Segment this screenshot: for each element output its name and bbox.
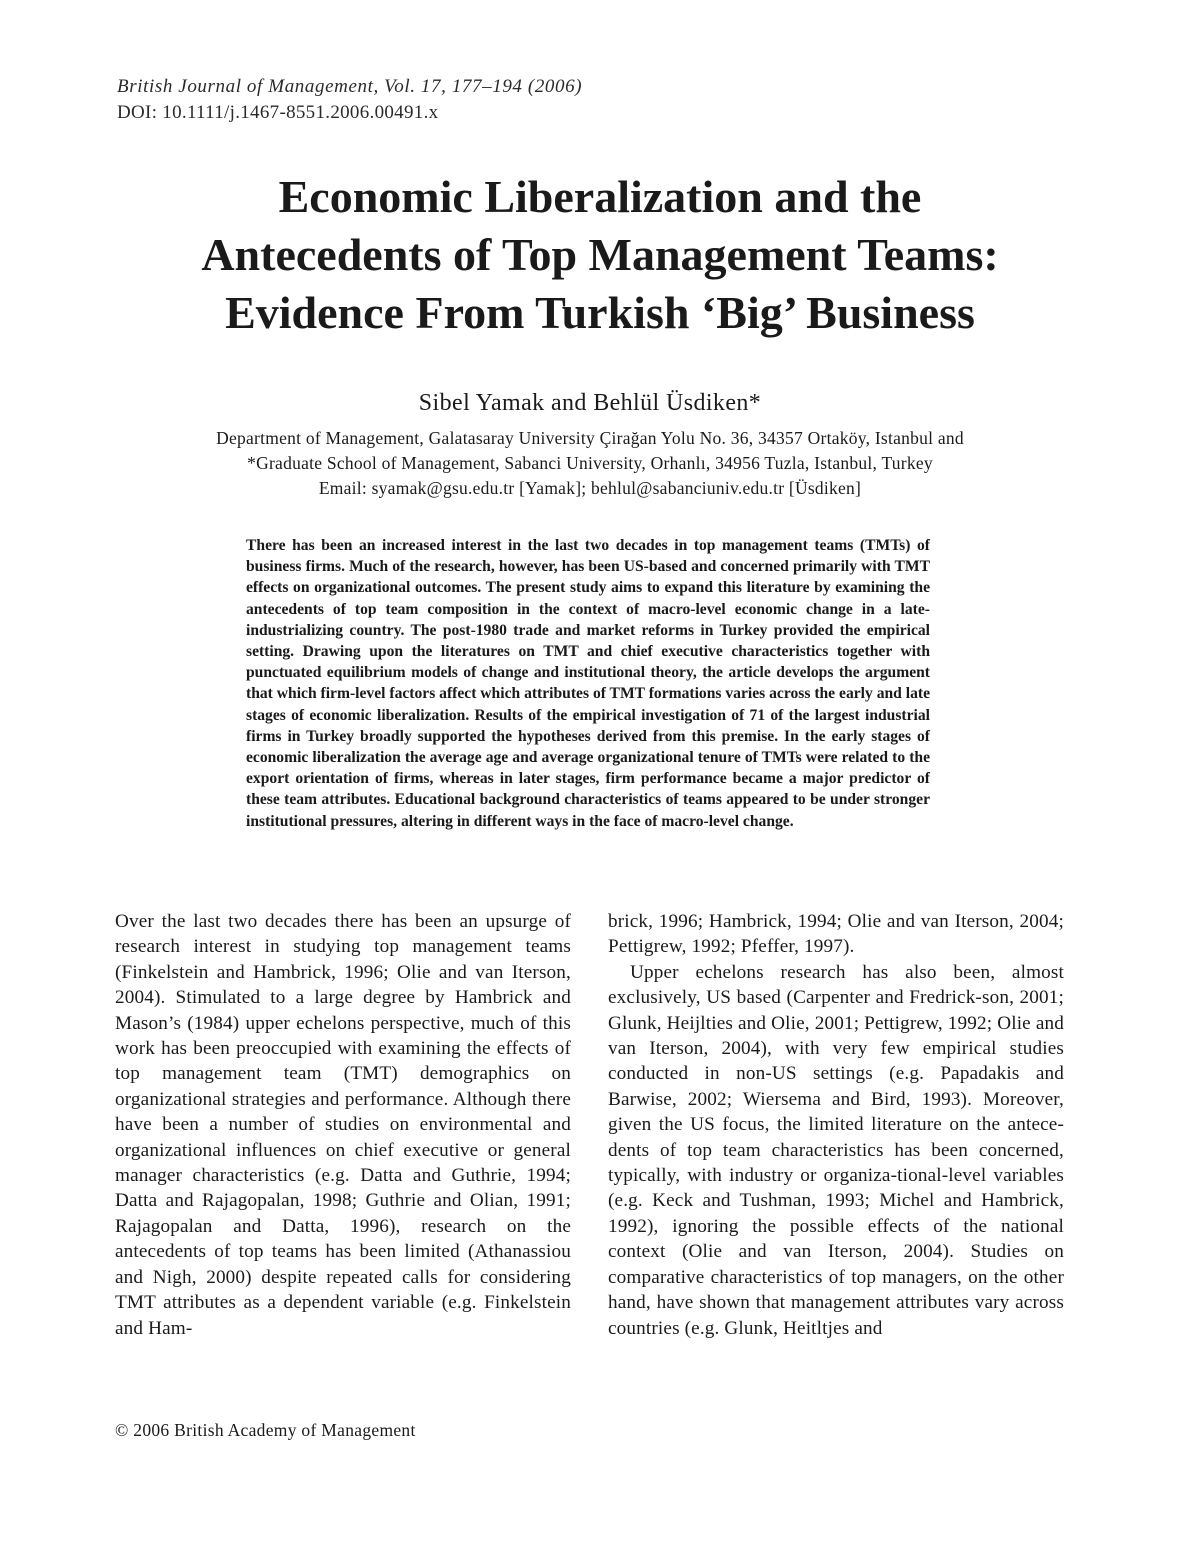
body-paragraph: Over the last two decades there has been an upsurge of research interest in studying top management teams (Finkelstein and Hambrick, 1996; Olie and van Iterson, 2004). Stimulated to a large degree by Hambrick and Mason’s (1984) upper echelons perspective, much of this work has been preoccupied with examining the effects of top management team (TMT) demographics on organizational strategies and performance. Although there have been a number of studies on environmental and organizational influences on chief executive or general manager characteristics (e.g. Datta and Guthrie, 1994; Datta and Rajagopalan, 1998; Guthrie and Olian, 1991; Rajagopalan and Datta, 1996), research on the antecedents of top teams has been limited (Athanassiou and Nigh, 2000) despite repeated calls for considering TMT attributes as a dependent variable (e.g. Finkelstein and Ham- — [115, 911, 571, 1339]
title-line: Antecedents of Top Management Teams: — [201, 229, 999, 280]
journal-citation: British Journal of Management, Vol. 17, 177–194 (2006) — [117, 76, 583, 97]
affiliation-line: *Graduate School of Management, Sabanci University, Orhanlı, 34956 Tuzla, Istanbul, Turkey — [247, 453, 933, 473]
body-column-right — [608, 909, 1064, 1341]
body-paragraph: Upper echelons research has also been, almost exclusively, US based (Carpenter and Fredrick-son, 2001; Glunk, Heijlties and Olie, 2001; Pettigrew, 1992; Olie and van Iterson, 2004), with very few empirical studies conducted in non-US settings (e.g. Papadakis and Barwise, 2002; Wiersema and Bird, 1993). Moreover, given the US focus, the limited literature on the antece-dents of top team characteristics has been concerned, typically, with industry or organiza-tional-level variables (e.g. Keck and Tushman, 1993; Michel and Hambrick, 1992), ignoring the possible effects of the national context (Olie and van Iterson, 2004). Studies on comparative characteristics of top managers, on the other hand, have shown that management attributes vary across countries (e.g. Glunk, Heitltjes and — [608, 961, 1064, 1339]
body-paragraph: brick, 1996; Hambrick, 1994; Olie and van Iterson, 2004; Pettigrew, 1992; Pfeffer, 1997). — [608, 911, 1064, 958]
doi-link[interactable]: DOI: 10.1111/j.1467-8551.2006.00491.x — [117, 102, 439, 123]
author-emails[interactable]: Email: syamak@gsu.edu.tr [Yamak]; behlul@sabanciuniv.edu.tr [Üsdiken] — [318, 478, 862, 498]
article-title — [60, 168, 1140, 342]
author-names: Sibel Yamak and Behlül Üsdiken* — [418, 390, 762, 416]
title-line: Economic Liberalization and the — [278, 171, 922, 222]
body-column-left — [115, 909, 571, 1341]
affiliation-line: Department of Management, Galatasaray University Çirağan Yolu No. 36, 34357 Ortaköy, Istanbul and — [216, 428, 964, 448]
title-line: Evidence From Turkish ‘Big’ Business — [225, 287, 975, 338]
copyright-notice: © 2006 British Academy of Management — [115, 1420, 416, 1440]
abstract: There has been an increased interest in the last two decades in top management teams (TMTs) of business firms. Much of the research, however, has been US-based and concerned primarily with TMT effects on organizational outcomes. The present study aims to expand this literature by examining the antecedents of top team composition in the context of macro-level economic change in a late-industrializing country. The post-1980 trade and market reforms in Turkey provided the empirical setting. Drawing upon the literatures on TMT and chief executive characteristics together with punctuated equilibrium models of change and institutional theory, the article develops the argument that which firm-level factors affect which attributes of TMT formations varies across the early and late stages of economic liberalization. Results of the empirical investigation of 71 of the largest industrial firms in Turkey broadly supported the hypotheses derived from this premise. In the early stages of economic liberalization the average age and average organizational tenure of TMTs were related to the export orientation of firms, whereas in later stages, firm performance became a major predictor of these team attributes. Educational background characteristics of teams appeared to be under stronger institutional pressures, altering in different ways in the face of macro-level change. — [246, 537, 930, 830]
